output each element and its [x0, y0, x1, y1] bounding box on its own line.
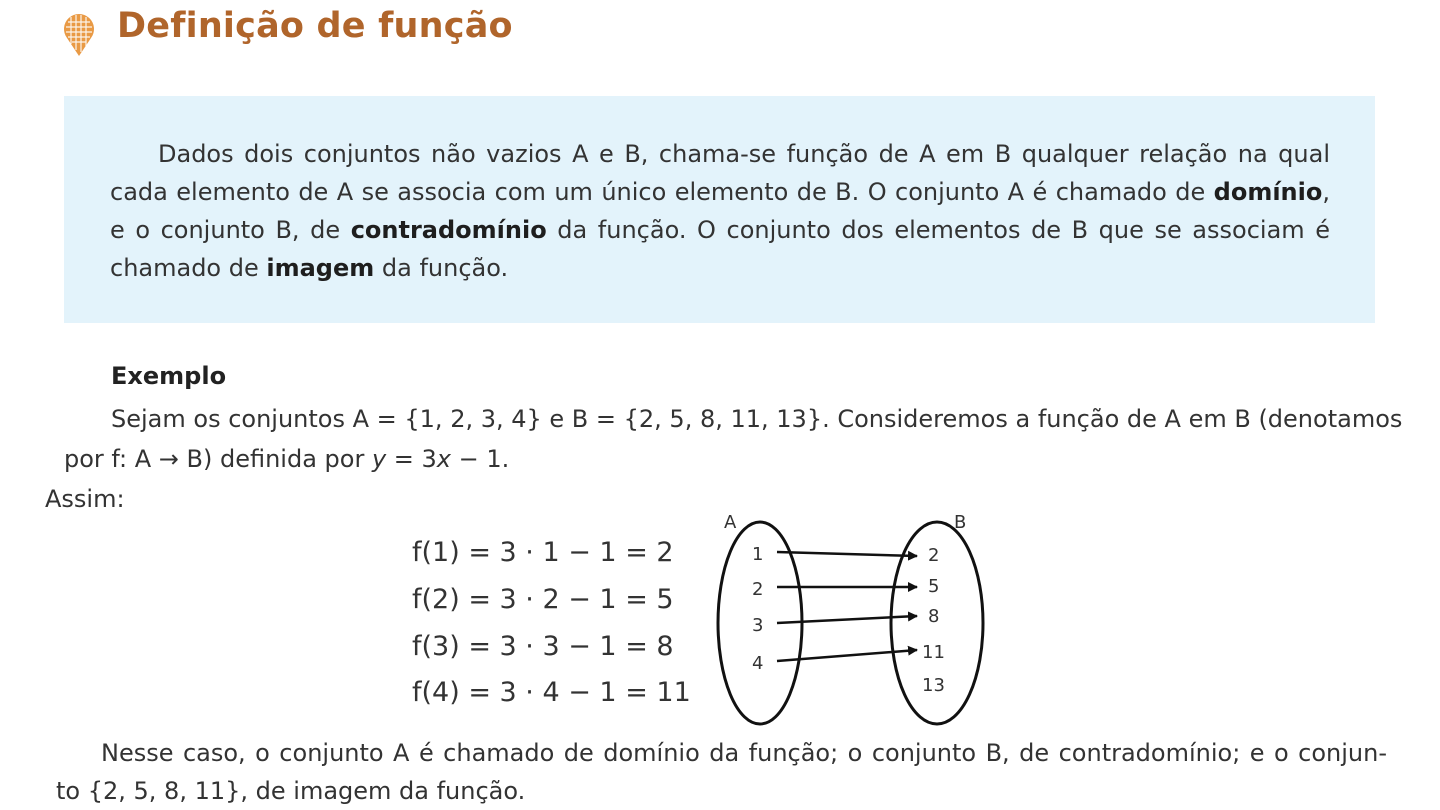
mapping-arrow — [777, 552, 917, 556]
definition-line-4: chamado de imagem da função. — [110, 254, 509, 282]
assim-label: Assim: — [45, 485, 125, 513]
codomain-element: 8 — [928, 606, 940, 627]
example-line-1: Sejam os conjuntos A = {1, 2, 3, 4} e B = {2, 5, 8, 11, 13}. Consideremos a função de A em B (denotamos — [111, 405, 1403, 433]
example-heading: Exemplo — [111, 362, 227, 390]
definition-line-1: Dados dois conjuntos não vazios A e B, chama-se função de A em B qualquer relação na qual — [158, 140, 1330, 168]
example-line-2: por f: A → B) definida por y = 3x − 1. — [64, 445, 510, 473]
definition-line-3: e o conjunto B, de contradomínio da função. O conjunto dos elementos de B que se associam é — [110, 216, 1330, 244]
domain-element: 1 — [752, 544, 764, 565]
set-a-label: A — [724, 512, 737, 533]
term-dominio: domínio — [1213, 178, 1323, 206]
conclusion-line-1: Nesse caso, o conjunto A é chamado de domínio da função; o conjunto B, de contradomínio; e o conjun- — [101, 739, 1387, 767]
term-contradominio: contradomínio — [350, 216, 547, 244]
function-mapping-diagram — [700, 505, 1000, 730]
definition-box — [64, 96, 1375, 323]
codomain-element: 13 — [922, 675, 945, 696]
page-title: Definição de função — [117, 6, 513, 46]
definition-line-2: cada elemento de A se associa com um único elemento de B. O conjunto A é chamado de domínio, — [110, 178, 1330, 206]
equation-f1: f(1) = 3 · 1 − 1 = 2 — [412, 537, 674, 568]
codomain-element: 11 — [922, 642, 945, 663]
domain-element: 2 — [752, 579, 764, 600]
codomain-element: 2 — [928, 545, 940, 566]
set-b-label: B — [954, 512, 967, 533]
term-imagem: imagem — [266, 254, 375, 282]
codomain-element: 5 — [928, 576, 940, 597]
mapping-arrow — [777, 616, 917, 623]
equation-f4: f(4) = 3 · 4 − 1 = 11 — [412, 677, 691, 708]
conclusion-line-2: to {2, 5, 8, 11}, de imagem da função. — [56, 777, 526, 805]
mapping-arrow — [777, 650, 917, 661]
equation-f2: f(2) = 3 · 2 − 1 = 5 — [412, 584, 674, 615]
equation-f3: f(3) = 3 · 3 − 1 = 8 — [412, 631, 674, 662]
pin-icon — [62, 12, 96, 58]
domain-element: 3 — [752, 615, 764, 636]
domain-element: 4 — [752, 653, 764, 674]
